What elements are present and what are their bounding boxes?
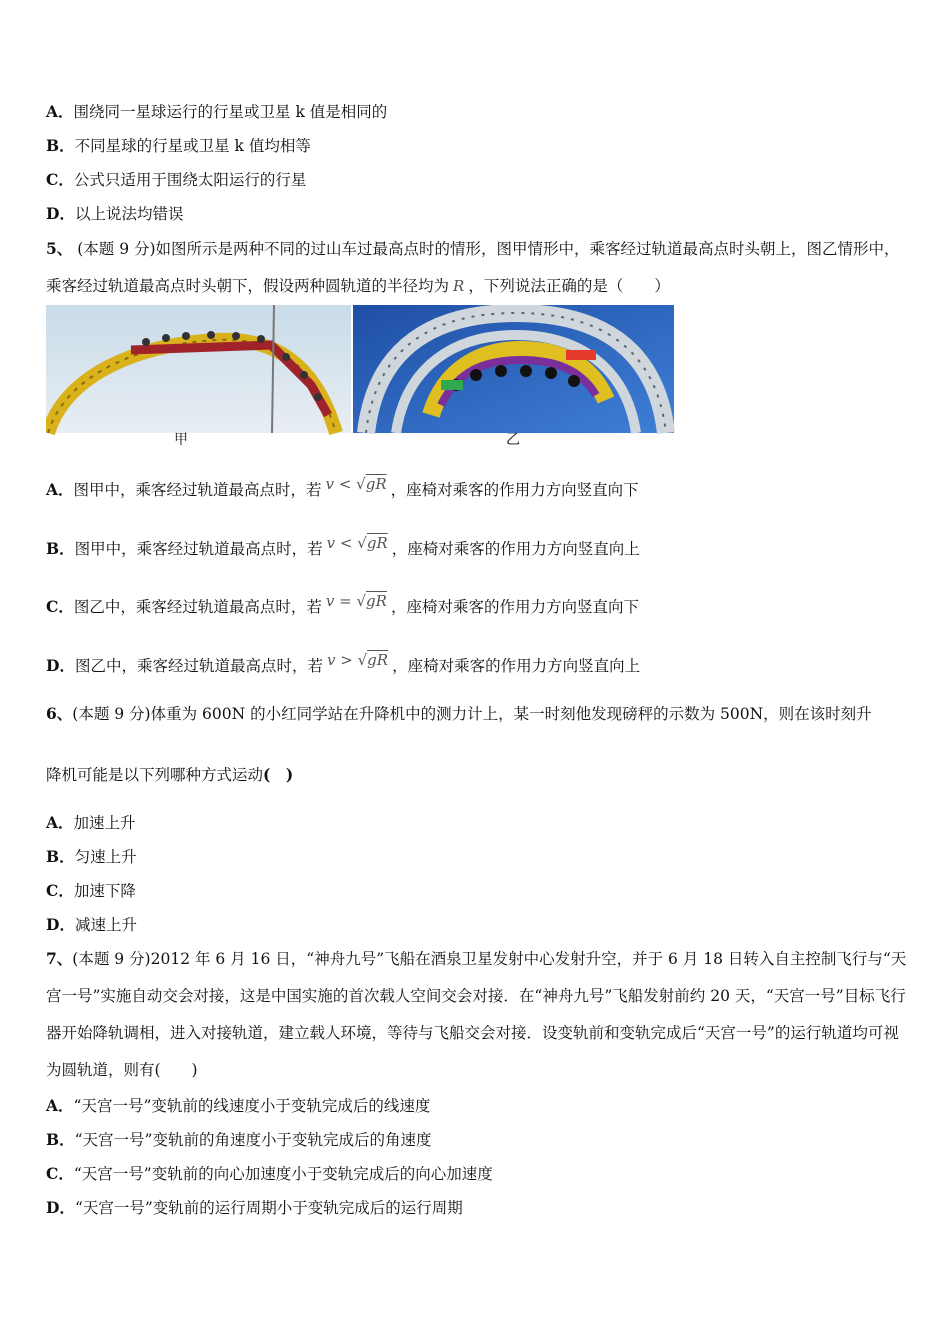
roller-coaster-figure (46, 305, 676, 448)
q4-option-b: B．不同星球的行星或卫星 k 值均相等 (46, 136, 311, 155)
formula-a: v < √gR (325, 475, 387, 493)
q5-stem: 5、 (本题 9 分)如图所示是两种不同的过山车过最高点时的情形，图甲情形中，乘客经过轨道最高点时头朝上，图乙情形中，乘客经过轨道最高点时头朝下，假设两种圆轨道的半径均为 R ，下列说法正确的是（ ） (46, 239, 900, 295)
q6-answer-paren: ( ) (263, 765, 294, 784)
q7-option-c: C．“天宫一号”变轨前的向心加速度小于变轨完成后的向心加速度 (46, 1164, 493, 1183)
q4-option-a: A．围绕同一星球运行的行星或卫星 k 值是相同的 (46, 102, 388, 121)
figure-caption-right: 乙 (506, 432, 520, 448)
q6-option-b: B．匀速上升 (46, 847, 137, 866)
q4-option-d: D．以上说法均错误 (46, 204, 184, 223)
figure-caption-left: 甲 (174, 432, 188, 448)
q7-option-a: A．“天宫一号”变轨前的线速度小于变轨完成后的线速度 (46, 1096, 431, 1115)
q5-option-d: D．图乙中，乘客经过轨道最高点时，若 v > √gR ，座椅对乘客的作用力方向竖直向上 (46, 651, 641, 675)
q6-option-d: D．减速上升 (46, 915, 137, 934)
q5-option-b: B．图甲中，乘客经过轨道最高点时，若 v < √gR ，座椅对乘客的作用力方向竖直向上 (46, 534, 640, 558)
q7-option-d: D．“天宫一号”变轨前的运行周期小于变轨完成后的运行周期 (46, 1198, 463, 1217)
q6-stem-line1: 6、(本题 9 分)体重为 600N 的小红同学站在升降机中的测力计上，某一时刻他发现磅秤的示数为 500N，则在该时刻升 (46, 704, 872, 723)
q6-stem-line2: 降机可能是以下列哪种方式运动( ) (46, 765, 294, 784)
q5-option-a: A．图甲中，乘客经过轨道最高点时，若 v < √gR ，座椅对乘客的作用力方向竖直向下 (46, 475, 639, 499)
formula-d: v > √gR (326, 651, 389, 669)
q7-option-b: B．“天宫一号”变轨前的角速度小于变轨完成后的角速度 (46, 1130, 432, 1149)
q4-option-c: C．公式只适用于围绕太阳运行的行星 (46, 170, 307, 189)
q7-stem: 7、(本题 9 分)2012 年 6 月 16 日，“神舟九号”飞船在酒泉卫星发射中心发射升空，并于 6 月 18 日转入自主控制飞行与“天宫一号”实施自动交会对接，这是中国实施的首次载人空间交会对接．在“神舟九号”飞船发射前约 20 天，“天宫一号”目标飞行器开始降轨调相，进入对接轨道，建立载人环境，等待与飞船交会对接．设变轨前和变轨完成后“天宫一号”的运行轨道均可视为圆轨道，则有( ) (46, 949, 907, 1079)
q6-option-a: A．加速上升 (46, 813, 136, 832)
roller-coaster-illustration (46, 305, 676, 435)
formula-c: v = √gR (325, 592, 387, 610)
q6-option-c: C．加速下降 (46, 881, 136, 900)
q5-option-c: C．图乙中，乘客经过轨道最高点时，若 v = √gR ，座椅对乘客的作用力方向竖直向下 (46, 592, 639, 616)
formula-b: v < √gR (326, 534, 388, 552)
